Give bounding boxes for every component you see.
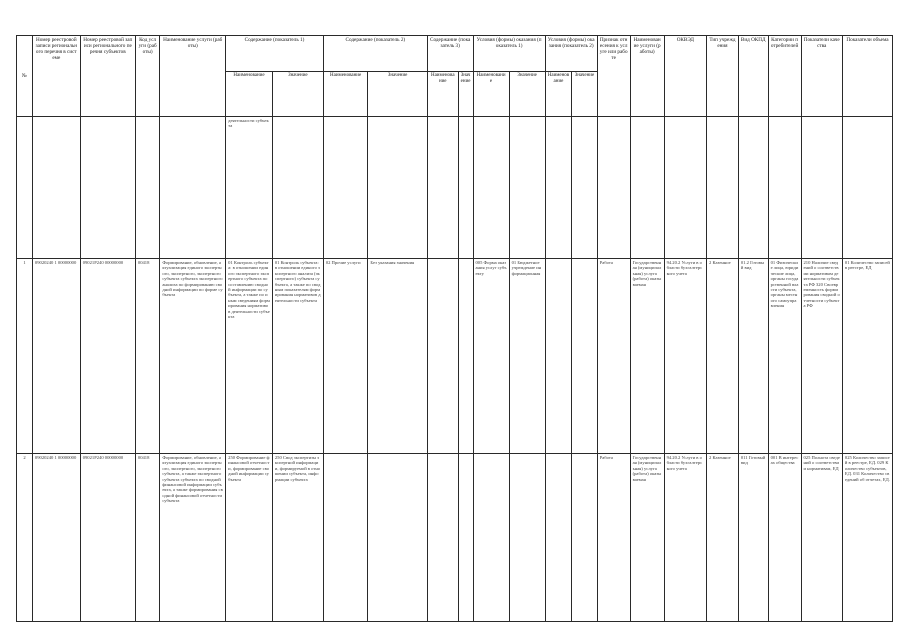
table-cell-content-2-value: Без указания значения <box>368 259 427 454</box>
table-row <box>17 259 893 454</box>
header-content-2: Содержание (показатель 2) <box>323 36 427 72</box>
table-cell-conditions-1-value <box>509 454 545 622</box>
subheader-conditions-2-value: Значение <box>572 72 597 117</box>
table-cell-content-1-name: 01 Контроль субъекта: в отношении единого экспертного экспертного субъекта по составлению сводной информации по субъекта, а также по иным сведениям формирования нормативов деятельности субъекта <box>226 259 273 454</box>
header-content-1: Содержание (показатель 1) <box>226 36 324 72</box>
subheader-content-3-value: Значение <box>458 72 473 117</box>
subheader-content-1-value: Значение <box>272 72 323 117</box>
header-okved: ОКВЭД <box>664 36 706 117</box>
table-cell-volume: 025 Количество записей в реестре, ЕД. 029 Количество субъектов, ЕД. 031 Количество сведений об отчетах, ЕД. <box>842 454 892 622</box>
header-content-3: Содержание (показатель 3) <box>427 36 473 72</box>
table-cell <box>458 117 473 259</box>
table-cell-conditions-2-name <box>545 454 572 622</box>
table-cell-sign: Работа <box>597 259 630 454</box>
table-cell-conditions-2-value <box>572 259 597 454</box>
table-row <box>17 454 893 622</box>
header-consumer-type: Тип учреждения <box>707 36 739 117</box>
table-cell-conditions-1-name <box>473 454 509 622</box>
table-cell-okpd: 01.2 Готовый вид <box>738 259 768 454</box>
subheader-content-2-name: Наименование <box>323 72 368 117</box>
table-cell <box>842 117 892 259</box>
table-cell-service-code: 00418 <box>135 454 159 622</box>
header-okved-name: Наименование услуги (работы) <box>630 36 664 117</box>
subheader-content-2-value: Значение <box>368 72 427 117</box>
table-cell-consumer-category: 001 В интересах общества <box>768 454 801 622</box>
registry-table <box>16 35 893 622</box>
table-cell-consumer-type: 2 Казенное <box>707 454 739 622</box>
table-cell-content-1-name: 250 Формирование финансовой отчетности, формирование сводной информации субъекта <box>226 454 273 622</box>
table-cell-num: 1 <box>17 259 33 454</box>
table-cell-okved: 94.20.2 Услуги в области бухгалтерского учета <box>664 454 706 622</box>
table-cell-conditions-2-value <box>572 454 597 622</box>
table-cell <box>738 117 768 259</box>
header-sign: Признак отнесения к услуге или работе <box>597 36 630 117</box>
header-conditions-1: Условия (формы) оказания (показатель 1) <box>473 36 545 72</box>
table-cell <box>160 117 226 259</box>
subheader-conditions-1-value: Значение <box>509 72 545 117</box>
table-cell-content-2-value <box>368 454 427 622</box>
table-cell-registry-number-alt: 09021P240 00000000 <box>80 259 135 454</box>
header-registry-number-alt: Номер реестровой записи регионального перечня субъектов <box>80 36 135 117</box>
header-quality: Показатели качества <box>801 36 842 117</box>
table-cell-service-name: Формирование, обновление, актуализация единого экспертного, экспертного, экспертного субъекта, а также экспертного субъекта субъекта по сводной финансовой информации субъекта, а также формирования сводной финансовой отчетности субъекта <box>160 454 226 622</box>
table-cell-quality: 210 Наличие сведений о соответствии нормативам деятельности субъекта РФ 320 Своевременность формирования сводной отчетности субъекта РФ <box>801 259 842 454</box>
table-cell <box>17 117 33 259</box>
table-cell-conditions-1-name: 005 Форма оказания услуг субъекту <box>473 259 509 454</box>
table-cell-sign: Работа <box>597 454 630 622</box>
table-cell-okpd: 011 Готовый вид <box>738 454 768 622</box>
header-conditions-2: Условия (формы) оказания (показатель 2) <box>545 36 597 72</box>
table-cell-content-2-name <box>323 454 368 622</box>
table-cell-registry-number: 09020240 1 00000000 <box>32 259 80 454</box>
subheader-conditions-2-name: Наименование <box>545 72 572 117</box>
table-cell <box>801 117 842 259</box>
table-cell <box>630 117 664 259</box>
table-row-continuation <box>17 117 893 259</box>
header-num: № <box>17 36 33 117</box>
table-cell <box>597 117 630 259</box>
header-registry-number: Номер реестровой записи регионального перечня в системе <box>32 36 80 117</box>
header-service-name: Наименование услуги (работы) <box>160 36 226 117</box>
table-cell-conditions-1-value: 01 Бюджетное учреждение информационная <box>509 259 545 454</box>
header-row-top <box>17 36 893 72</box>
table-cell <box>473 117 509 259</box>
table-cell-content-3-value <box>458 454 473 622</box>
header-okpd: Вид ОКПД <box>738 36 768 117</box>
table-cell-okved: 94.20.2 Услуги в области бухгалтерского учета <box>664 259 706 454</box>
subheader-content-1-name: Наименование <box>226 72 273 117</box>
header-volume: Показатели объема <box>842 36 892 117</box>
table-cell-okved-name: Государственная (муниципальная) услуга (работа) оказываемая <box>630 454 664 622</box>
header-consumer-category: Категории потребителей <box>768 36 801 117</box>
table-cell-service-code: 00418 <box>135 259 159 454</box>
table-cell-content-1-name: деятельности субъекта <box>226 117 273 259</box>
table-cell <box>272 117 323 259</box>
table-cell-registry-number: 09020240 1 00000000 <box>32 454 80 622</box>
subheader-conditions-1-name: Наименование <box>473 72 509 117</box>
table-cell-content-3-value <box>458 259 473 454</box>
table-cell-content-3-name <box>427 259 458 454</box>
table-cell-content-2-name: 02 Прочие услуги <box>323 259 368 454</box>
table-cell-okved-name: Государственная (муниципальная) услуга (работа) оказываемая <box>630 259 664 454</box>
table-cell <box>768 117 801 259</box>
table-cell-content-1-value: 250 Свод экспертизы экспертной информации, формируемой в отношении субъекта, информации субъекта <box>272 454 323 622</box>
table-cell-service-name: Формирование, обновление, актуализация единого экспертного, экспертного, экспертного субъекта субъекта экспертного анализа по формированию сводной информации по форме субъекта <box>160 259 226 454</box>
table-cell-volume: 01 Количество записей в реестре, ЕД <box>842 259 892 454</box>
table-cell <box>80 117 135 259</box>
table-cell-registry-number-alt: 09021P240 00000000 <box>80 454 135 622</box>
table-cell-quality: 025 Полнота сведений о соответствии нормативам, ЕД <box>801 454 842 622</box>
table-cell-content-3-name <box>427 454 458 622</box>
table-cell <box>572 117 597 259</box>
table-cell-num: 2 <box>17 454 33 622</box>
table-cell <box>664 117 706 259</box>
table-cell-consumer-type: 2 Казенное <box>707 259 739 454</box>
table-cell-conditions-2-name <box>545 259 572 454</box>
table-cell <box>135 117 159 259</box>
subheader-content-3-name: Наименование <box>427 72 458 117</box>
table-cell <box>545 117 572 259</box>
table-cell <box>707 117 739 259</box>
table-cell-consumer-category: 01 Физические лица, юридические лица, органы государственной власти субъекта, органы местного самоуправления <box>768 259 801 454</box>
table-cell <box>368 117 427 259</box>
table-cell <box>323 117 368 259</box>
table-cell <box>32 117 80 259</box>
table-cell <box>427 117 458 259</box>
table-cell-content-1-value: 01 Контроль субъекта: в отношении единого экспертного анализа (экспертного) субъекта субъекта, а также по сводным показателям формирования нормативов деятельности субъекта <box>272 259 323 454</box>
header-service-code: Код услуги (работы) <box>135 36 159 117</box>
table-cell <box>509 117 545 259</box>
